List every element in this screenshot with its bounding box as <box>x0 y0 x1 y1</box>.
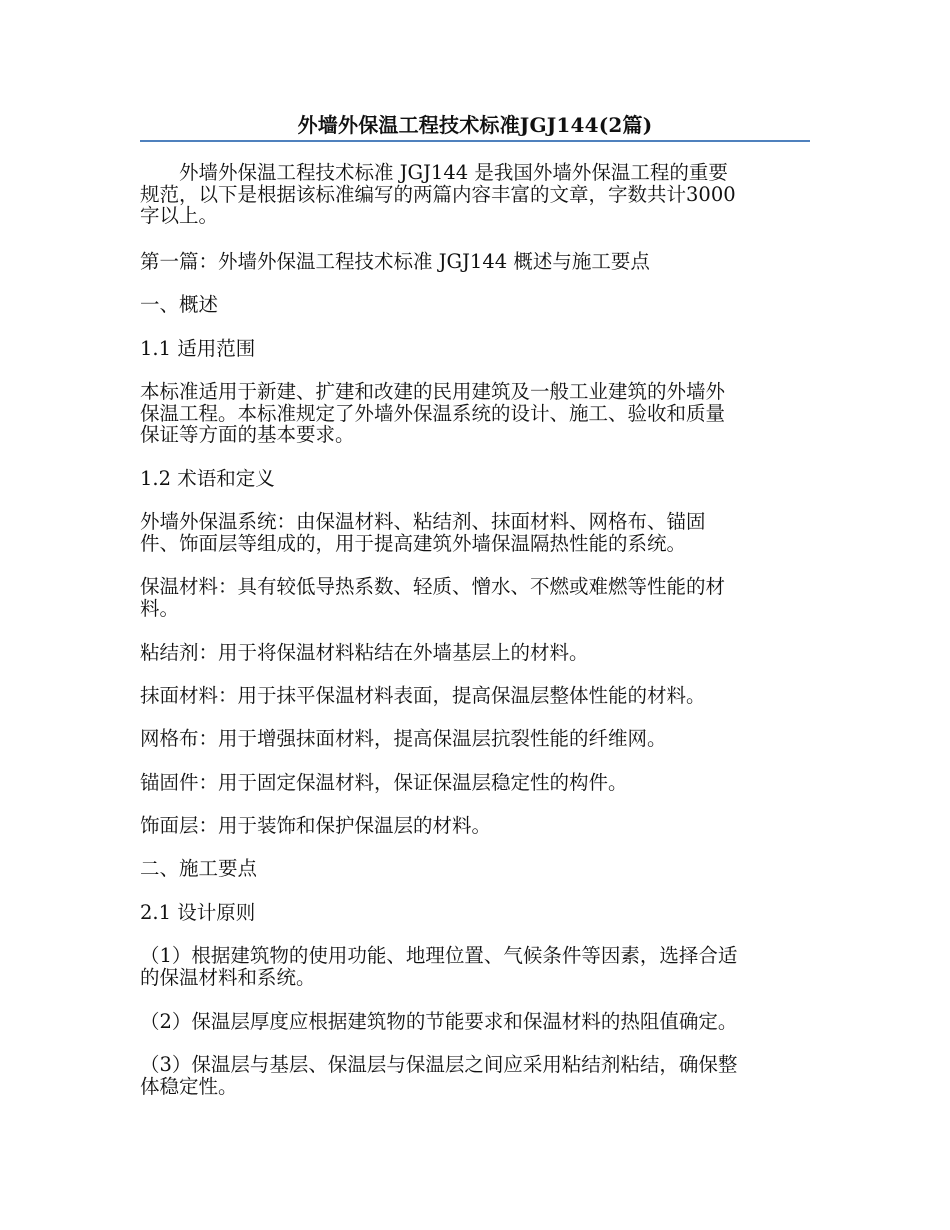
title-underline <box>140 140 810 142</box>
design-principle-2 <box>140 1011 810 1033</box>
text-line: 一、概述 <box>140 293 219 316</box>
text-line: 1.2 术语和定义 <box>140 467 275 490</box>
text-line: 字以上。 <box>140 204 219 227</box>
text-line: 保证等方面的基本要求。 <box>140 423 355 446</box>
scope-paragraph <box>140 381 810 446</box>
text-line: 粘结剂：用于将保温材料粘结在外墙基层上的材料。 <box>140 641 589 664</box>
text-line: 外墙外保温系统：由保温材料、粘结剂、抹面材料、网格布、锚固 <box>140 510 706 533</box>
text-line: 第一篇：外墙外保温工程技术标准 JGJ144 概述与施工要点 <box>140 250 650 273</box>
definition-mesh <box>140 728 810 750</box>
text-line: （3）保温层与基层、保温层与保温层之间应采用粘结剂粘结，确保整 <box>140 1053 738 1076</box>
subsection-heading-terms <box>140 468 810 490</box>
design-principle-3 <box>140 1054 810 1097</box>
document-title: 外墙外保温工程技术标准JGJ144(2篇) <box>297 113 653 137</box>
section-heading-construction <box>140 858 810 880</box>
definition-anchor <box>140 772 810 794</box>
text-line: 1.1 适用范围 <box>140 337 256 360</box>
text-line: 的保温材料和系统。 <box>140 965 316 989</box>
subsection-heading-scope <box>140 338 810 360</box>
text-line: 件、饰面层等组成的，用于提高建筑外墙保温隔热性能的系统。 <box>140 531 687 555</box>
text-line: 网格布：用于增强抹面材料，提高保温层抗裂性能的纤维网。 <box>140 727 667 750</box>
text-line: 料。 <box>140 596 180 620</box>
definition-adhesive <box>140 642 810 664</box>
section-heading-overview <box>140 294 810 316</box>
part-one-heading <box>140 251 810 273</box>
text-line: 规范，以下是根据该标准编写的两篇内容丰富的文章，字数共计3000 <box>140 182 736 206</box>
definition-finish-layer <box>140 815 810 837</box>
text-line: 保温工程。本标准规定了外墙外保温系统的设计、施工、验收和质量 <box>140 401 726 425</box>
text-line: 饰面层：用于装饰和保护保温层的材料。 <box>140 814 492 837</box>
definition-insulation-material <box>140 576 810 619</box>
text-line: 锚固件：用于固定保温材料，保证保温层稳定性的构件。 <box>140 771 628 794</box>
text-line: 抹面材料：用于抹平保温材料表面，提高保温层整体性能的材料。 <box>140 684 706 707</box>
definition-plaster-material <box>140 685 810 707</box>
subsection-heading-design <box>140 902 810 924</box>
text-line: 外墙外保温工程技术标准 JGJ144 是我国外墙外保温工程的重要 <box>179 161 728 184</box>
text-line: （2）保温层厚度应根据建筑物的节能要求和保温材料的热阻值确定。 <box>140 1010 738 1033</box>
text-line: （1）根据建筑物的使用功能、地理位置、气候条件等因素，选择合适 <box>140 944 738 967</box>
text-line: 二、施工要点 <box>140 857 258 880</box>
text-line: 本标准适用于新建、扩建和改建的民用建筑及一般工业建筑的外墙外 <box>140 380 726 403</box>
text-line: 保温材料：具有较低导热系数、轻质、憎水、不燃或难燃等性能的材 <box>140 575 726 598</box>
intro-paragraph <box>140 162 810 227</box>
definition-system <box>140 511 810 554</box>
text-line: 2.1 设计原则 <box>140 901 256 924</box>
design-principle-1 <box>140 945 810 988</box>
text-line: 体稳定性。 <box>140 1074 238 1098</box>
